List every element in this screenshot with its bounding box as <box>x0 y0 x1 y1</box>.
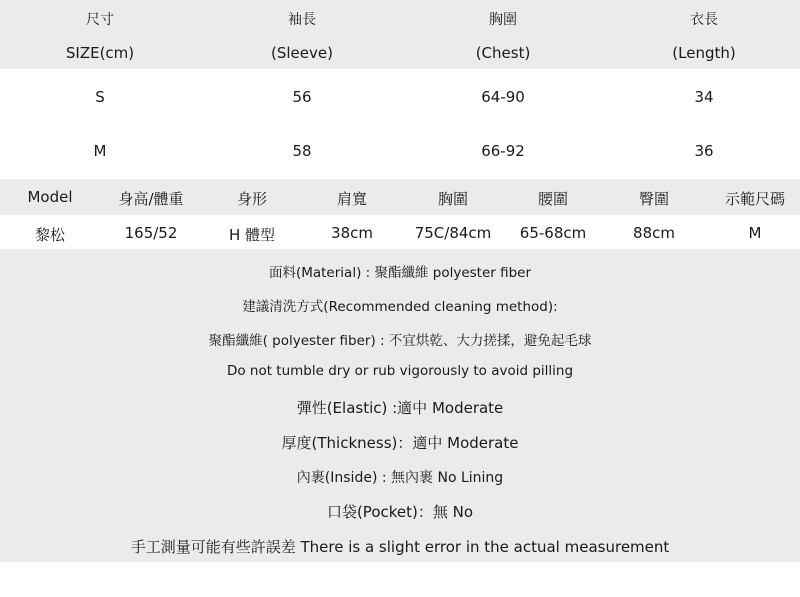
header-chest-en: (Chest) <box>475 44 531 62</box>
row-s-size: S <box>95 88 105 106</box>
header-height-weight: 身高/體重 <box>118 190 184 208</box>
lining-text: 內裹(Inside) : 無內裹 No Lining <box>296 470 504 486</box>
elastic-text: 彈性(Elastic) :適中 Moderate <box>296 399 504 417</box>
row-s-sleeve: 56 <box>292 88 312 106</box>
pocket-text: 口袋(Pocket)：無 No <box>326 503 474 521</box>
model-waist: 65-68cm <box>519 224 587 242</box>
size-table-header <box>0 0 800 69</box>
size-table-body <box>0 69 800 179</box>
cleaning-title: 建議清洗方式(Recommended cleaning method): <box>242 299 558 315</box>
product-info-section <box>0 249 800 562</box>
header-sleeve-zh: 袖長 <box>288 12 316 28</box>
row-s-chest: 64-90 <box>481 88 525 106</box>
row-m-sleeve: 58 <box>292 142 312 160</box>
header-hip: 臀圍 <box>638 190 670 208</box>
thickness-text: 厚度(Thickness)：適中 Moderate <box>281 434 519 452</box>
header-length-zh: 衣長 <box>690 12 718 28</box>
header-length-en: (Length) <box>672 44 736 62</box>
header-body-type: 身形 <box>236 190 268 208</box>
header-size-zh: 尺寸 <box>86 12 114 28</box>
header-model: Model <box>27 188 73 206</box>
model-hip: 88cm <box>633 224 675 242</box>
header-bust: 胸圍 <box>437 190 469 208</box>
header-worn-size: 示範尺碼 <box>724 190 786 208</box>
cleaning-instruction-en: Do not tumble dry or rub vigorously to avoid pilling <box>226 363 574 379</box>
model-shoulder: 38cm <box>331 224 373 242</box>
header-chest-zh: 胸圍 <box>489 12 517 28</box>
header-sleeve-en: (Sleeve) <box>271 44 333 62</box>
model-worn-size: M <box>748 224 762 242</box>
row-m-length: 36 <box>694 142 714 160</box>
cleaning-instruction-zh: 聚酯纖維( polyester fiber) : 不宜烘乾、大力搓揉，避免起毛球 <box>208 333 592 349</box>
material-text: 面料(Material) : 聚酯纖維 polyester fiber <box>268 265 532 281</box>
model-table-header <box>0 179 800 215</box>
row-m-size: M <box>93 142 107 160</box>
row-s-length: 34 <box>694 88 714 106</box>
header-waist: 腰圍 <box>537 190 569 208</box>
model-body-type: H 體型 <box>228 226 276 244</box>
measurement-note: 手工測量可能有些許誤差 There is a slight error in the actual measurement <box>130 538 670 556</box>
model-bust: 75C/84cm <box>414 224 492 242</box>
model-height-weight: 165/52 <box>124 224 178 242</box>
header-size-en: SIZE(cm) <box>65 44 135 62</box>
model-table-row <box>0 215 800 249</box>
header-shoulder: 肩寬 <box>336 190 368 208</box>
row-m-chest: 66-92 <box>481 142 525 160</box>
model-name: 黎松 <box>34 226 66 244</box>
